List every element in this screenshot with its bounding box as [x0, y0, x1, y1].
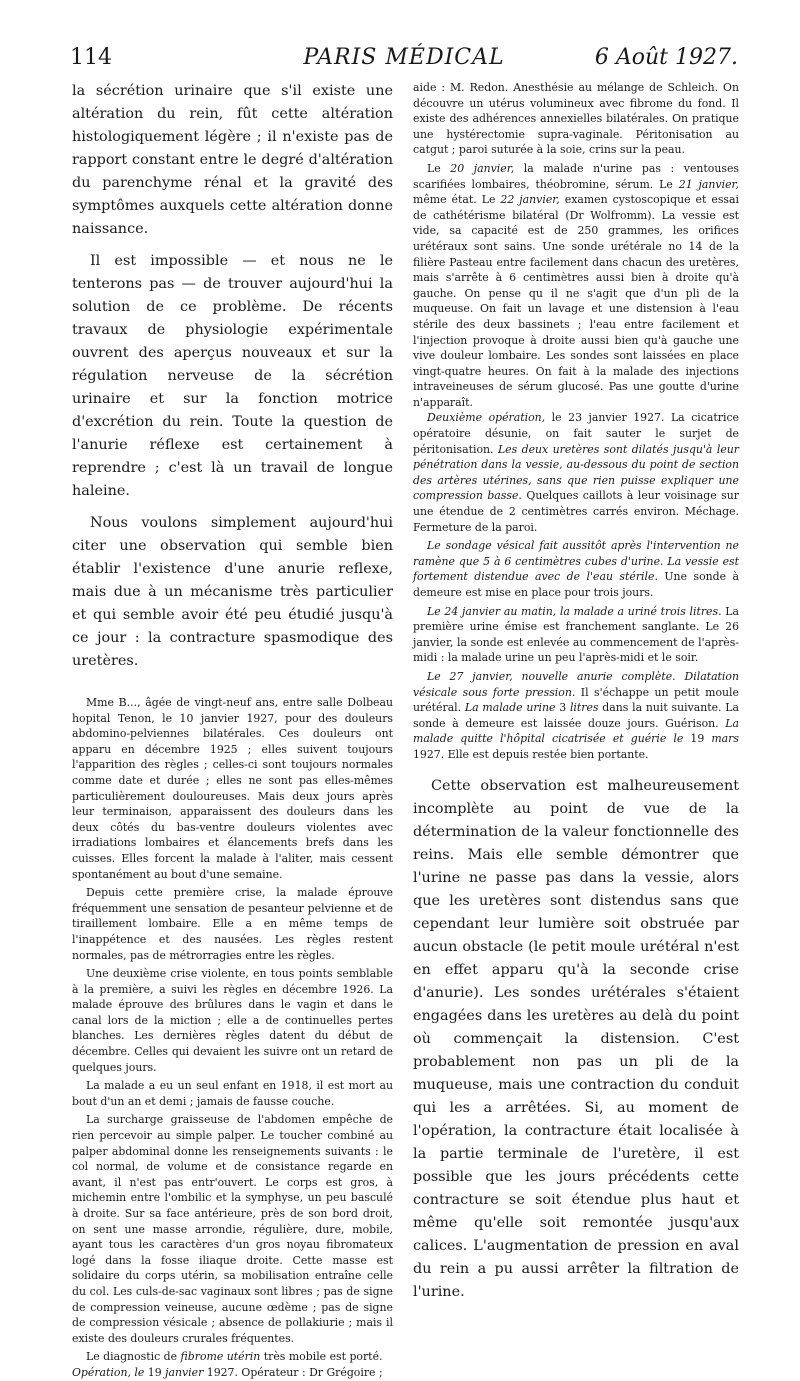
case-paragraph: aide : M. Redon. Anesthésie au mélange de Schleich. On découvre un utérus volumineux avec fibrome du fond. Il existe des adhérences annexielles bilatérales. On pratique une hystérectomie supra-vaginale. Péritonisation au catgut ; paroi suturée à la soie, crins sur la peau. [413, 81, 739, 157]
case-paragraph: La surcharge graisseuse de l'abdomen empêche de rien percevoir au simple palper. Le toucher combiné au palper abdominal donne les renseignements suivants : le col normal, de volume et de consistance regarde en avant, il n'est pas entr'ouvert. Le corps est gros, à michemin entre l'ombilic et la symphyse, un peu basculé à droite. Sur sa face antérieure, près de son bord droit, on sent une masse arrondie, régulière, dure, mobile, ayant tous les caractères d'un gros noyau fibromateux logé dans la fosse iliaque droite. Cette masse est solidaire du corps utérin, sa mobilisation entraîne celle du col. Les culs-de-sac vaginaux sont libres ; pas de signe de compression veineuse, aucune œdème ; pas de signe de compression vésicale ; absence de pollakiurie ; mais il existe des douleurs crurales fréquentes. [72, 1113, 393, 1345]
journal-title: PARIS MÉDICAL [303, 45, 505, 70]
case-paragraph: Mme B..., âgée de vingt-neuf ans, entre salle Dolbeau hopital Tenon, le 10 janvier 1927, pour des douleurs abdomino-pelviennes bilatérales. Ces douleurs ont apparu en décembre 1925 ; elles suivent toujours l'apparition des règles ; celles-ci sont toujours normales comme date et durée ; elles ne sont pas elles-mêmes particulièrement douloureuses. Mais deux jours après leur terminaison, apparaissent des douleurs dans les deux côtés du bas-ventre douleurs violentes avec irradiations lombaires et élancements brefs dans les cuisses. Elles forcent la malade à l'aliter, mais cessent spontanément au bout d'une semaine. [72, 696, 393, 881]
issue-date: 6 Août 1927. [594, 45, 738, 70]
left-column [72, 80, 393, 1381]
body-paragraph: Nous voulons simplement aujourd'hui citer une observation qui semble bien établir l'existence d'une anurie reflexe, mais due à un mécanisme très particulier et qui semble avoir été peu étudié jusqu'à ce jour : la contracture spasmodique des uretères. [72, 515, 393, 669]
case-paragraph: Le 27 janvier, nouvelle anurie complète. Dilatation vésicale sous forte pression. Il s'échappe un petit moule urétéral. La malade urine 3 litres dans la nuit suivante. La sonde à demeure est laissée douze jours. Guérison. La malade quitte l'hôpital cicatrisée et guérie le 19 mars 1927. Elle est depuis restée bien portante. [413, 669, 739, 761]
body-paragraph: Il est impossible — et nous ne le tenterons pas — de trouver aujourd'hui la solution de ce problème. De récents travaux de physiologie expérimentale ouvrent des aperçus nouveaux et sur la régulation nerveuse de la sécrétion urinaire et sur la fonction motrice d'excrétion du rein. Toute la question de l'anurie réflexe est certainement à reprendre ; c'est là un travail de longue haleine. [72, 253, 393, 499]
case-paragraph: Deuxième opération, le 23 janvier 1927. La cicatrice opératoire désunie, on fait sauter le surjet de péritonisation. Les deux uretères sont dilatés jusqu'à leur pénétration dans la vessie, au-dessous du point de section des artères utérines, sans que rien puisse expliquer une compression basse. Quelques caillots à leur voisinage sur une étendue de 2 centimètres carrés environ. Méchage. Fermeture de la paroi. [413, 411, 739, 534]
case-paragraph: La malade a eu un seul enfant en 1918, il est mort au bout d'un an et demi ; jamais de fausse couche. [72, 1079, 393, 1108]
body-paragraph: la sécrétion urinaire que s'il existe une altération du rein, fût cette altération histologiquement légère ; il n'existe pas de rapport constant entre le degré d'altération du parenchyme rénal et la gravité des symptômes auxquels cette altération donne naissance. [72, 83, 393, 237]
case-paragraph: Une deuxième crise violente, en tous points semblable à la première, a suivi les règles en décembre 1926. La malade éprouve des brûlures dans le vagin et dans le canal lors de la miction ; elle a de continuelles pertes blanches. Les dernières règles datent du début de décembre. Celles qui devaient les suivre ont un retard de quelques jours. [72, 967, 393, 1074]
right-column [413, 80, 739, 1304]
case-paragraph: Le diagnostic de fibrome utérin très mobile est porté. [86, 1350, 383, 1364]
page-number: 114 [70, 45, 112, 70]
body-paragraph: Cette observation est malheureusement incomplète au point de vue de la détermination de la valeur fonctionnelle des reins. Mais elle semble démontrer que l'urine ne passe pas dans la vessie, alors que les uretères sont distendus sans que cependant leur lumière soit obstruée par aucun obstacle (le petit moule urétéral n'est en effet apparu qu'à la seconde crise d'anurie). Les sondes urétérales s'étaient engagées dans les uretères au delà du point où commençait la distension. C'est probablement non pas un pli de la muqueuse, mais une contraction du conduit qui les a arrêtées. Si, au moment de l'opération, la contracture était localisée à la partie terminale de l'uretère, il est possible que les jours précédents cette contracture se soit étendue plus haut et même qu'elle soit remontée jusqu'aux calices. L'augmentation de pression en aval du rein a pu aussi arrêter la filtration de l'urine. [413, 777, 739, 1300]
case-paragraph: Depuis cette première crise, la malade éprouve fréquemment une sensation de pesanteur pelvienne et de tiraillement lombaire. Elle a en même temps de l'inappétence et des nausées. Les règles restent normales, pas de métrorragies entre les règles. [72, 886, 393, 962]
case-paragraph: Le sondage vésical fait aussitôt après l'intervention ne ramène que 5 à 6 centimètres cubes d'urine. La vessie est fortement distendue avec de l'eau stérile. Une sonde à demeure est mise en place pour trois jours. [413, 539, 740, 599]
case-paragraph: Opération, le 19 janvier 1927. Opérateur : Dr Grégoire ; [72, 1365, 383, 1379]
case-paragraph: Le 20 janvier, la malade n'urine pas : ventouses scarifiées lombaires, théobromine, sérum. Le 21 janvier, même état. Le 22 janvier, examen cystoscopique et essai de cathétérisme bilatéral (Dr Wolfromm). La vessie est vide, sa capacité est de 250 grammes, les orifices urétéraux sont sains. Une sonde urétérale no 14 de la filière Pasteau entre facilement dans chacun des uretères, mais s'arrête à 6 centimètres aussi bien à droite qu'à gauche. On pense qu il ne s'agit que d'un pli de la muqueuse. On fait un lavage et une distension à l'eau stérile des deux bassinets ; l'eau entre facilement et l'injection provoque à droite aussi bien qu'à gauche une vive douleur lombaire. Les sondes sont laissées en place vingt-quatre heures. On fait à la malade des injections intraveineuses de sérum glucosé. Pas une goutte d'urine n'apparaît. [413, 161, 739, 409]
page-header [70, 45, 738, 75]
case-paragraph: Le 24 janvier au matin, la malade a uriné trois litres. La première urine émise est franchement sanglante. Le 26 janvier, la sonde est enlevée au commencement de l'après-midi : la malade urine un peu l'après-midi et le soir. [413, 604, 739, 665]
